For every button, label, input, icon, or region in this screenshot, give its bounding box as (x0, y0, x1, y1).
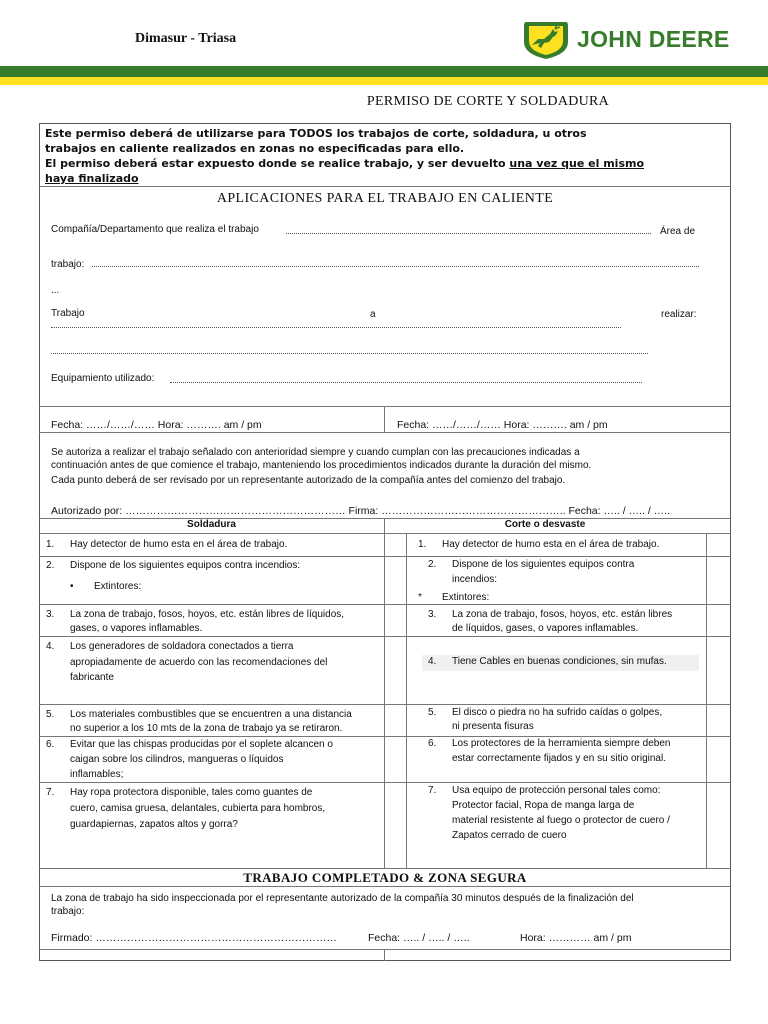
intro-line: Este permiso deberá de utilizarse para TODOS los trabajos de corte, soldadura, u otros (45, 127, 587, 140)
col-divider (406, 533, 407, 868)
area-ellipsis: ... (51, 285, 60, 296)
header-yellow-stripe (0, 77, 768, 85)
completion-date-field[interactable]: Fecha: ….. / ….. / ….. (368, 932, 470, 944)
area-field[interactable] (92, 266, 699, 267)
deer-logo-icon (522, 20, 570, 60)
intro-line: haya finalizado (45, 172, 139, 185)
col-divider (384, 406, 385, 432)
rule (39, 868, 731, 869)
authorization-sign-line[interactable]: Autorizado por: ……………………………………………………… Firma: …………………………………………….. Fecha: ….. / ….. / ….. (51, 505, 670, 517)
auth-line: continuación antes de que comience el trabajo, manteniendo los procedimientos indicados durante la duración del mismo. (51, 460, 592, 471)
work-realizar: realizar: (661, 309, 697, 320)
col-divider (384, 533, 385, 868)
col-divider (706, 533, 707, 868)
authorization-text (51, 446, 591, 487)
auth-line: Se autoriza a realizar el trabajo señalado con anterioridad siempre y cuando cumplan con las precauciones indicadas a (51, 447, 580, 458)
intro-line: trabajos en caliente realizados en zonas no especificadas para ello. (45, 142, 465, 155)
intro-line (45, 156, 725, 171)
rule (39, 886, 731, 887)
work-label: Trabajo (51, 308, 85, 319)
rule (39, 432, 731, 433)
rule (39, 949, 731, 950)
col-divider (384, 949, 385, 961)
auth-line: Cada punto deberá de ser revisado por un representante autorizado de la compañía antes del comienzo del trabajo. (51, 475, 566, 486)
intro-text-part: El permiso deberá estar expuesto donde se realice trabajo, y ser devuelto (45, 157, 510, 170)
john-deere-logo (522, 20, 732, 60)
completion-time-field[interactable]: Hora: ………… am / pm (520, 932, 632, 944)
completion-line: La zona de trabajo ha sido inspeccionada por el representante autorizado de la compañía 30 minutos después de la finalización del (51, 893, 634, 904)
equipment-label: Equipamiento utilizado: (51, 373, 155, 384)
rule (39, 782, 731, 783)
completion-title: TRABAJO COMPLETADO & ZONA SEGURA (243, 870, 527, 885)
header-green-stripe (0, 66, 768, 77)
area-label: Área de (660, 226, 696, 237)
rule (39, 186, 731, 187)
right-item-4: 4. Tiene Cables en buenas condiciones, sin mufas. (422, 655, 699, 671)
intro-text (45, 126, 725, 186)
brand-wordmark: JOHN DEERE (577, 26, 730, 52)
col-header-corte: Corte o desvaste (504, 519, 586, 530)
rule (39, 604, 731, 605)
date-time-right[interactable]: Fecha: ……/……/…… Hora: ………. am / pm (397, 419, 608, 431)
rule (39, 704, 731, 705)
work-field-2[interactable] (51, 353, 648, 354)
applications-title: APLICACIONES PARA EL TRABAJO EN CALIENTE (216, 191, 554, 206)
equipment-field[interactable] (170, 382, 642, 383)
company-name: Dimasur - Triasa (135, 31, 237, 46)
company-field[interactable] (286, 233, 651, 234)
completion-line: trabajo: (51, 906, 85, 917)
col-header-soldadura: Soldadura (187, 519, 236, 530)
rule (39, 406, 731, 407)
work-field-1[interactable] (51, 327, 621, 328)
work-a: a (370, 309, 376, 320)
form-title: PERMISO DE CORTE Y SOLDADURA (366, 94, 610, 109)
signed-field[interactable]: Firmado: …………………………………………………………… (51, 932, 337, 944)
rule (39, 556, 731, 557)
completion-text (51, 892, 634, 918)
rule (39, 533, 731, 534)
date-time-left[interactable]: Fecha: ……/……/…… Hora: ………. am / pm (51, 419, 262, 431)
intro-underlined: una vez que el mismo (509, 157, 645, 170)
area-label-cont: trabajo: (51, 259, 85, 270)
company-label: Compañía/Departamento que realiza el trabajo (51, 224, 259, 235)
